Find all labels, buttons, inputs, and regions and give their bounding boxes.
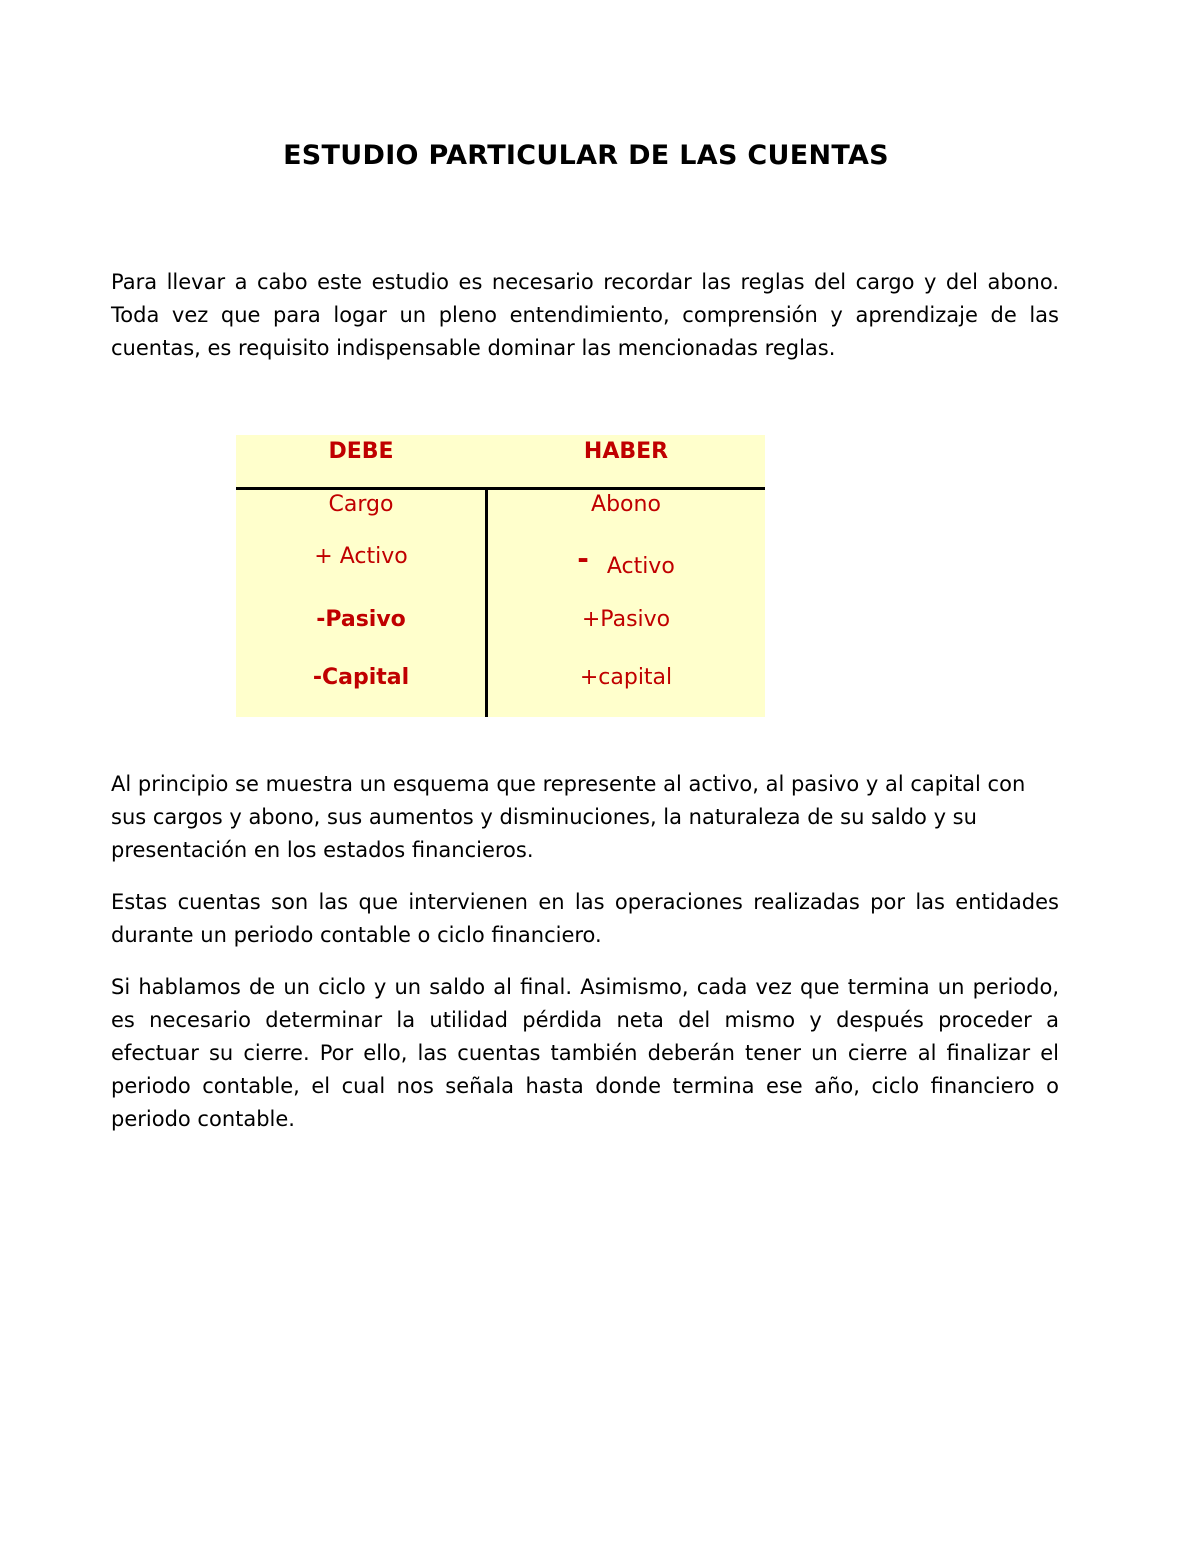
page-title: ESTUDIO PARTICULAR DE LAS CUENTAS	[283, 140, 889, 171]
debe-item-activo: + Activo	[314, 544, 408, 569]
haber-item-capital: +capital	[579, 665, 673, 690]
intro-paragraph: Para llevar a cabo este estudio es necesario recordar las reglas del cargo y del abono. Toda vez que para logar un pleno entendimiento, comprensión y aprendizaje de las cuentas, es requisito indispensable dominar las mencionadas reglas.	[111, 270, 1059, 360]
haber-header: HABER	[583, 439, 669, 464]
debe-item-capital: -Capital	[312, 665, 410, 690]
haber-item-pasivo: +Pasivo	[581, 607, 671, 632]
debe-header: DEBE	[328, 439, 394, 464]
debe-item-pasivo: -Pasivo	[316, 607, 406, 632]
haber-item-abono: Abono	[591, 492, 661, 517]
body-paragraph-2: Estas cuentas son las que intervienen en las operaciones realizadas por las entidades durante un periodo contable o ciclo financiero.	[111, 890, 1059, 947]
t-account-horizontal-line	[236, 487, 765, 490]
haber-item-activo	[487, 542, 765, 580]
haber-activo-label: Activo	[606, 554, 675, 579]
minus-sign: -	[577, 542, 589, 575]
t-account-diagram	[236, 435, 765, 717]
body-paragraph-3: Si hablamos de un ciclo y un saldo al final. Asimismo, cada vez que termina un periodo, es necesario determinar la utilidad pérdida neta del mismo y después proceder a efectuar su cierre. Por ello, las cuentas también deberán tener un cierre al finalizar el periodo contable, el cual nos señala hasta donde termina ese año, ciclo financiero o periodo contable.	[111, 975, 1059, 1131]
debe-item-cargo: Cargo	[328, 492, 394, 517]
body-paragraph-1: Al principio se muestra un esquema que represente al activo, al pasivo y al capital con sus cargos y abono, sus aumentos y disminuciones, la naturaleza de su saldo y su presentación en los estados financieros.	[111, 772, 1026, 862]
